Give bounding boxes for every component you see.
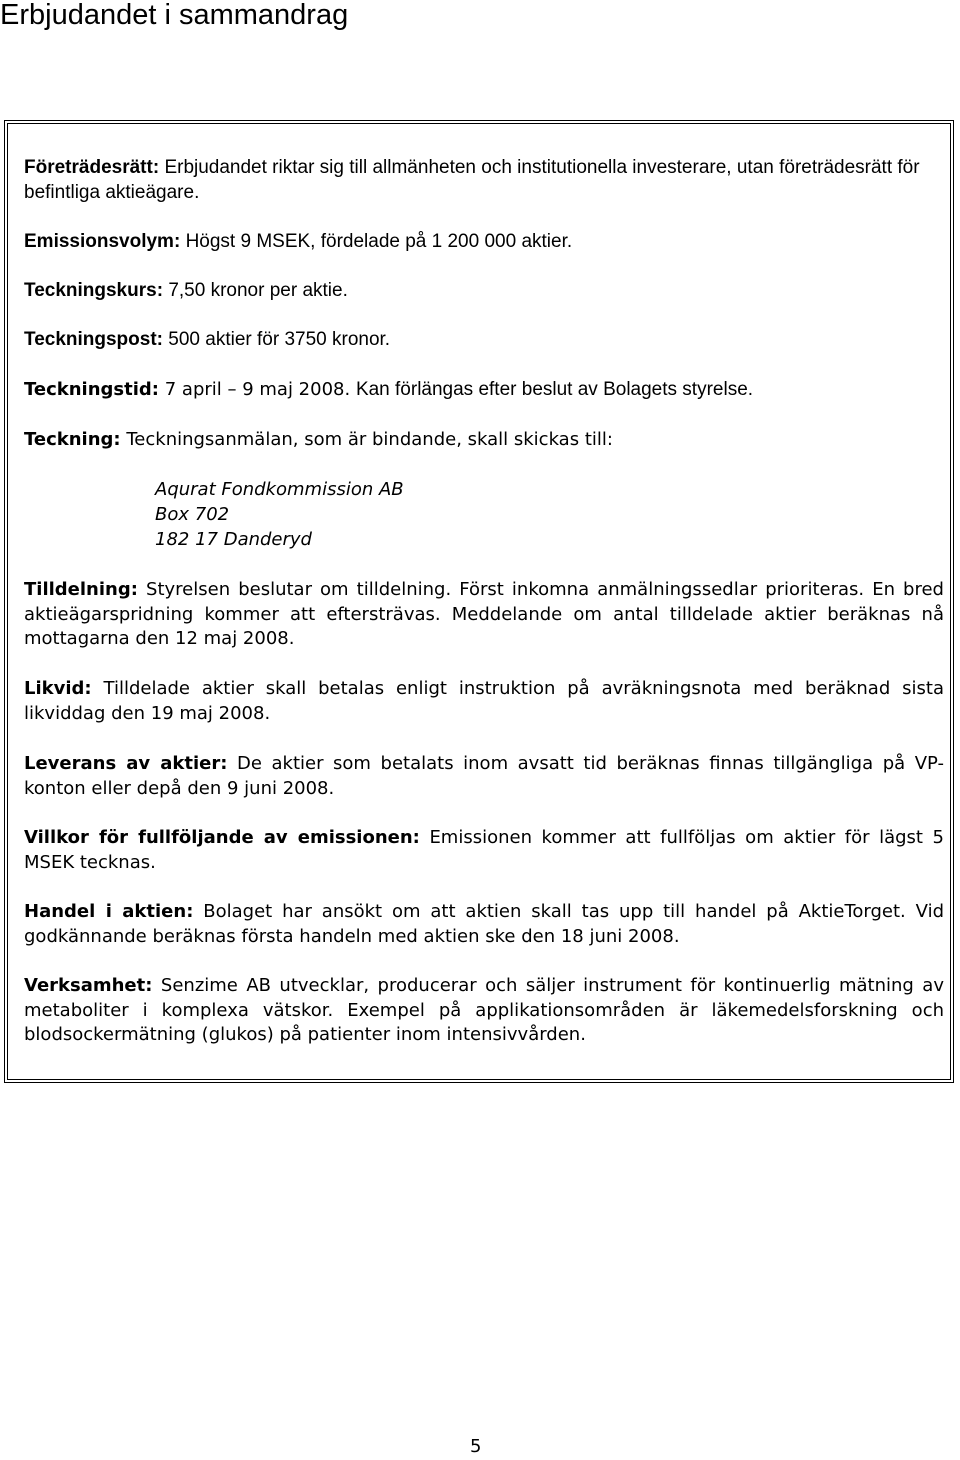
address-line: Box 702: [155, 504, 230, 525]
handel-text: Bolaget har ansökt om att aktien skall tas upp till handel på AktieTorget. Vid godkännande beräknas första handeln med aktien ske den 18 juni 2008.: [24, 901, 944, 947]
teckningskurs-paragraph: [24, 279, 944, 304]
verksamhet-text: Senzime AB utvecklar, producerar och säljer instrument för kontinuerlig mätning av metaboliter i komplexa vätskor. Exempel på applikationsområden är läkemedelsforskning och blodsockermätning (glukos) på patienter inom intensivvården.: [24, 975, 944, 1045]
villkor-paragraph: [24, 826, 944, 875]
teckningskurs-label: Teckningskurs:: [24, 280, 164, 301]
teckningstid-label: Teckningstid:: [24, 379, 159, 400]
foretradesratt-paragraph: [24, 156, 944, 205]
tilldelning-paragraph: [24, 578, 944, 652]
recipient-address: [155, 477, 404, 552]
teckningspost-paragraph: [24, 328, 944, 353]
villkor-label: Villkor för fullföljande av emissionen:: [24, 827, 420, 848]
tilldelning-text: Styrelsen beslutar om tilldelning. Först inkomna anmälningssedlar prioriteras. En bred aktieägarspridning kommer att eftersträvas. Meddelande om antal tilldelade aktier beräknas nå mottagarna den 12 maj 2008.: [24, 579, 944, 649]
emissionsvolym-label: Emissionsvolym:: [24, 231, 181, 252]
teckning-label: Teckning:: [24, 429, 121, 450]
foretradesratt-text: Erbjudandet riktar sig till allmänheten och institutionella investerare, utan företrädesrätt för befintliga aktieägare.: [24, 157, 920, 203]
villkor-text: Emissionen kommer att fullföljas om aktier för lägst 5 MSEK tecknas.: [24, 827, 944, 873]
teckning-text: Teckningsanmälan, som är bindande, skall skickas till:: [126, 429, 613, 450]
summary-box: [4, 120, 954, 1083]
teckningstid-extra: Kan förlängas efter beslut av Bolagets styrelse.: [355, 379, 754, 400]
emissionsvolym-paragraph: [24, 230, 944, 255]
foretradesratt-label: Företrädesrätt:: [24, 157, 160, 178]
page-number: 5: [470, 1436, 482, 1457]
teckningskurs-text: 7,50 kronor per aktie.: [168, 280, 348, 301]
teckningspost-text: 500 aktier för 3750 kronor.: [168, 329, 391, 350]
leverans-label: Leverans av aktier:: [24, 753, 228, 774]
likvid-label: Likvid:: [24, 678, 92, 699]
verksamhet-paragraph: [24, 974, 944, 1048]
address-line: 182 17 Danderyd: [155, 529, 312, 550]
leverans-text: De aktier som betalats inom avsatt tid beräknas finnas tillgängliga på VP-konton eller depå den 9 juni 2008.: [24, 753, 944, 799]
handel-label: Handel i aktien:: [24, 901, 194, 922]
leverans-paragraph: [24, 752, 944, 801]
emissionsvolym-text: Högst 9 MSEK, fördelade på 1 200 000 aktier.: [185, 231, 573, 252]
teckningstid-paragraph: [24, 378, 944, 403]
verksamhet-label: Verksamhet:: [24, 975, 153, 996]
likvid-paragraph: [24, 677, 944, 726]
likvid-text: Tilldelade aktier skall betalas enligt instruktion på avräkningsnota med beräknad sista likviddag den 19 maj 2008.: [24, 678, 944, 724]
teckning-paragraph: [24, 428, 944, 453]
teckningspost-label: Teckningspost:: [24, 329, 163, 350]
address-line: Aqurat Fondkommission AB: [155, 479, 404, 500]
teckningstid-text: 7 april – 9 maj 2008.: [164, 379, 351, 400]
tilldelning-label: Tilldelning:: [24, 579, 138, 600]
page-title: Erbjudandet i sammandrag: [0, 0, 349, 31]
handel-paragraph: [24, 900, 944, 949]
